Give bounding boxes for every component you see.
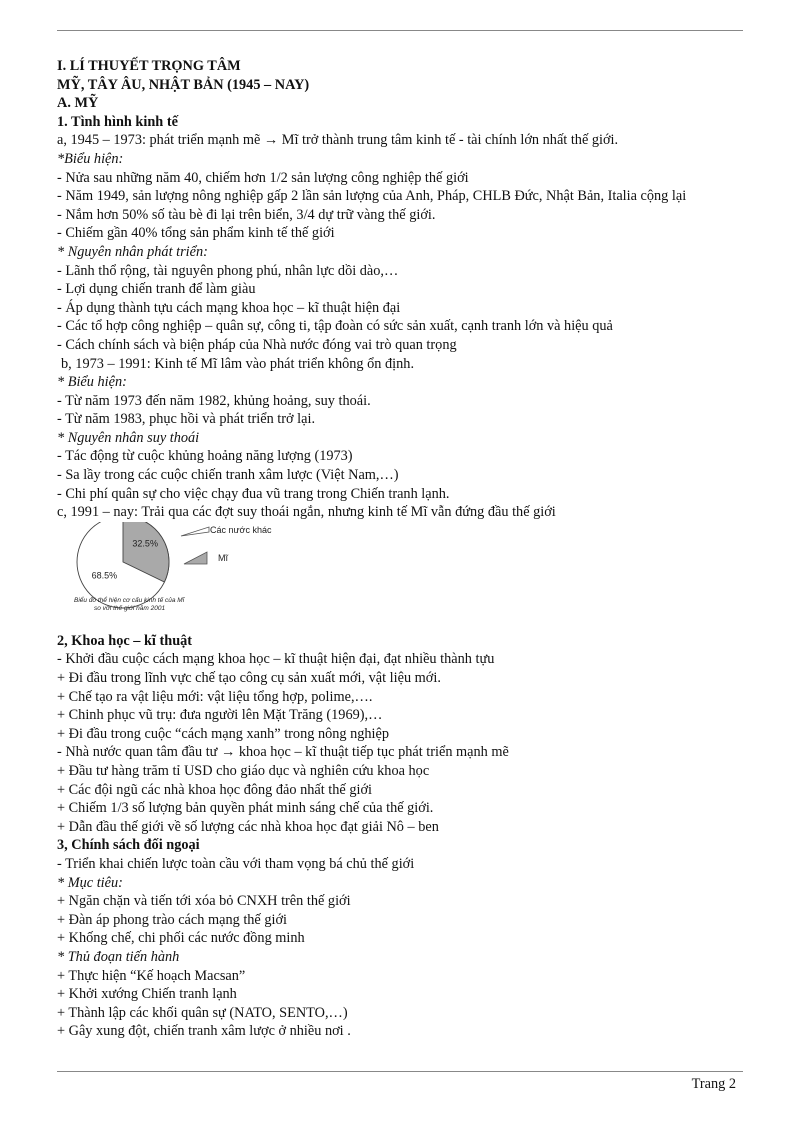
legend-label-other: Các nước khác bbox=[210, 524, 272, 535]
s2-item: + Dẫn đầu thế giới về số lượng các nhà khoa học đạt giải Nô – ben bbox=[57, 818, 439, 835]
legend-swatch-other bbox=[181, 527, 209, 536]
header-rule bbox=[57, 30, 743, 31]
s3-muc-tieu-label: * Mục tiêu: bbox=[57, 874, 123, 891]
s1c-intro: c, 1991 – nay: Trải qua các đợt suy thoái ngắn, nhưng kinh tế Mĩ vẫn đứng đầu thế giới bbox=[57, 504, 556, 521]
s2-item: + Chiếm 1/3 số lượng bản quyền phát minh sáng chế của thế giới. bbox=[57, 800, 434, 817]
s3-muc-tieu-item: + Đàn áp phong trào cách mạng thế giới bbox=[57, 911, 288, 928]
s1b-bieu-hien-item: - Từ năm 1983, phục hồi và phát triển trở lại. bbox=[57, 411, 316, 428]
s1a-bieu-hien-item: - Chiếm gần 40% tổng sản phẩm kinh tế thế giới bbox=[57, 225, 335, 242]
s1a-intro bbox=[57, 131, 743, 150]
s3-intro: - Triển khai chiến lược toàn cầu với tham vọng bá chủ thế giới bbox=[57, 855, 415, 872]
s2-item: + Chế tạo ra vật liệu mới: vật liệu tổng hợp, polime,…. bbox=[57, 688, 373, 705]
s1a-nguyen-nhan-item: - Các tổ hợp công nghiệp – quân sự, công ti, tập đoàn có sức sản xuất, cạnh tranh lớn và hiệu quả bbox=[57, 318, 613, 335]
s1a-bieu-hien-item: - Năm 1949, sản lượng nông nghiệp gấp 2 lần sản lượng của Anh, Pháp, CHLB Đức, Nhật Bản, Italia cộng lại bbox=[57, 188, 687, 205]
s1a-nguyen-nhan-label: * Nguyên nhân phát triển: bbox=[57, 243, 208, 260]
s3-thu-doan-item: + Thực hiện “Kế hoạch Macsan” bbox=[57, 967, 246, 984]
s1b-nguyen-nhan-item: - Tác động từ cuộc khủng hoảng năng lượng (1973) bbox=[57, 448, 353, 465]
s1b-intro: b, 1973 – 1991: Kinh tế Mĩ lâm vào phát triển không ổn định. bbox=[61, 355, 415, 372]
s1a-nguyen-nhan-item: - Áp dụng thành tựu cách mạng khoa học – kĩ thuật hiện đại bbox=[57, 299, 401, 316]
s1a-bieu-hien-label: *Biểu hiện: bbox=[57, 150, 124, 167]
legend-label-mi: Mĩ bbox=[218, 552, 228, 563]
s2-item: + Đầu tư hàng trăm tỉ USD cho giáo dục và nghiên cứu khoa học bbox=[57, 763, 430, 779]
s1b-bieu-hien-label: * Biểu hiện: bbox=[57, 374, 127, 391]
s2-item: + Đi đầu trong cuộc “cách mạng xanh” trong nông nghiệp bbox=[57, 725, 390, 742]
legend-swatch-mi bbox=[184, 552, 207, 564]
s2-invest bbox=[57, 743, 743, 762]
s2-title: 2, Khoa học – kĩ thuật bbox=[57, 632, 193, 649]
document-body bbox=[57, 57, 743, 1041]
chart-caption-line-1: Biểu đồ thể hiện cơ cấu kinh tế của Mĩ bbox=[74, 596, 185, 604]
footer-rule bbox=[57, 1071, 743, 1072]
chart-caption-line-2: so với thế giới năm 2001 bbox=[94, 604, 166, 612]
arrow-icon: → bbox=[221, 744, 236, 761]
s2-invest-text-2: khoa học – kĩ thuật tiếp tục phát triển mạnh mẽ bbox=[235, 744, 509, 761]
s1b-nguyen-nhan-label: * Nguyên nhân suy thoái bbox=[57, 429, 200, 446]
s2-item: + Đi đầu trong lĩnh vực chế tạo công cụ sản xuất mới, vật liệu mới. bbox=[57, 670, 441, 687]
s1b-nguyen-nhan-item: - Chi phí quân sự cho việc chạy đua vũ trang trong Chiến tranh lạnh. bbox=[57, 485, 450, 502]
s2-item: + Các đội ngũ các nhà khoa học đông đảo nhất thế giới bbox=[57, 781, 372, 798]
s1a-nguyen-nhan-item: - Lãnh thổ rộng, tài nguyên phong phú, nhân lực dồi dào,… bbox=[57, 262, 399, 279]
s1a-bieu-hien-item: - Nửa sau những năm 40, chiếm hơn 1/2 sản lượng công nghiệp thế giới bbox=[57, 169, 469, 186]
part-heading: A. MỸ bbox=[57, 95, 99, 112]
page-number: Trang 2 bbox=[691, 1076, 736, 1092]
section-heading: I. LÍ THUYẾT TRỌNG TÂM bbox=[57, 58, 241, 74]
pie-label-other: 68.5% bbox=[91, 570, 118, 581]
s3-muc-tieu-item: + Khống chế, chi phối các nước đồng minh bbox=[57, 930, 305, 947]
s2-item: + Chinh phục vũ trụ: đưa người lên Mặt Trăng (1969),… bbox=[57, 707, 383, 724]
s3-thu-doan-item: + Gây xung đột, chiến tranh xâm lược ở nhiều nơi . bbox=[57, 1023, 351, 1040]
s1b-bieu-hien-item: - Từ năm 1973 đến năm 1982, khủng hoảng, suy thoái. bbox=[57, 392, 371, 409]
lesson-title: MỸ, TÂY ÂU, NHẬT BẢN (1945 – NAY) bbox=[57, 76, 310, 93]
s1b-nguyen-nhan-item: - Sa lầy trong các cuộc chiến tranh xâm lược (Việt Nam,…) bbox=[57, 467, 399, 484]
s3-thu-doan-item: + Thành lập các khối quân sự (NATO, SENTO,…) bbox=[57, 1004, 348, 1021]
s1a-intro-text: a, 1945 – 1973: phát triển mạnh mẽ bbox=[57, 132, 264, 149]
arrow-icon: → bbox=[263, 132, 279, 149]
s1a-nguyen-nhan-item: - Cách chính sách và biện pháp của Nhà nước đóng vai trò quan trọng bbox=[57, 336, 457, 353]
s2-item: - Khởi đầu cuộc cách mạng khoa học – kĩ thuật hiện đại, đạt nhiều thành tựu bbox=[57, 651, 495, 668]
pie-chart bbox=[57, 522, 297, 632]
s3-thu-doan-item: + Khởi xướng Chiến tranh lạnh bbox=[57, 986, 237, 1003]
pie-chart-block bbox=[57, 522, 743, 632]
s1a-bieu-hien-item: - Nắm hơn 50% số tàu bè đi lại trên biển, 3/4 dự trữ vàng thế giới. bbox=[57, 206, 436, 223]
s1a-intro-text-2: Mĩ trở thành trung tâm kinh tế - tài chính lớn nhất thế giới. bbox=[278, 132, 619, 149]
s1a-nguyen-nhan-item: - Lợi dụng chiến tranh để làm giàu bbox=[57, 281, 256, 298]
s2-invest-text: - Nhà nước quan tâm đầu tư bbox=[57, 744, 221, 761]
s1-title: 1. Tình hình kinh tế bbox=[57, 113, 178, 130]
s3-muc-tieu-item: + Ngăn chặn và tiến tới xóa bỏ CNXH trên thế giới bbox=[57, 893, 351, 910]
s3-thu-doan-label: * Thủ đoạn tiến hành bbox=[57, 948, 180, 965]
s3-title: 3, Chính sách đối ngoại bbox=[57, 837, 200, 854]
pie-label-mi: 32.5% bbox=[132, 538, 158, 549]
